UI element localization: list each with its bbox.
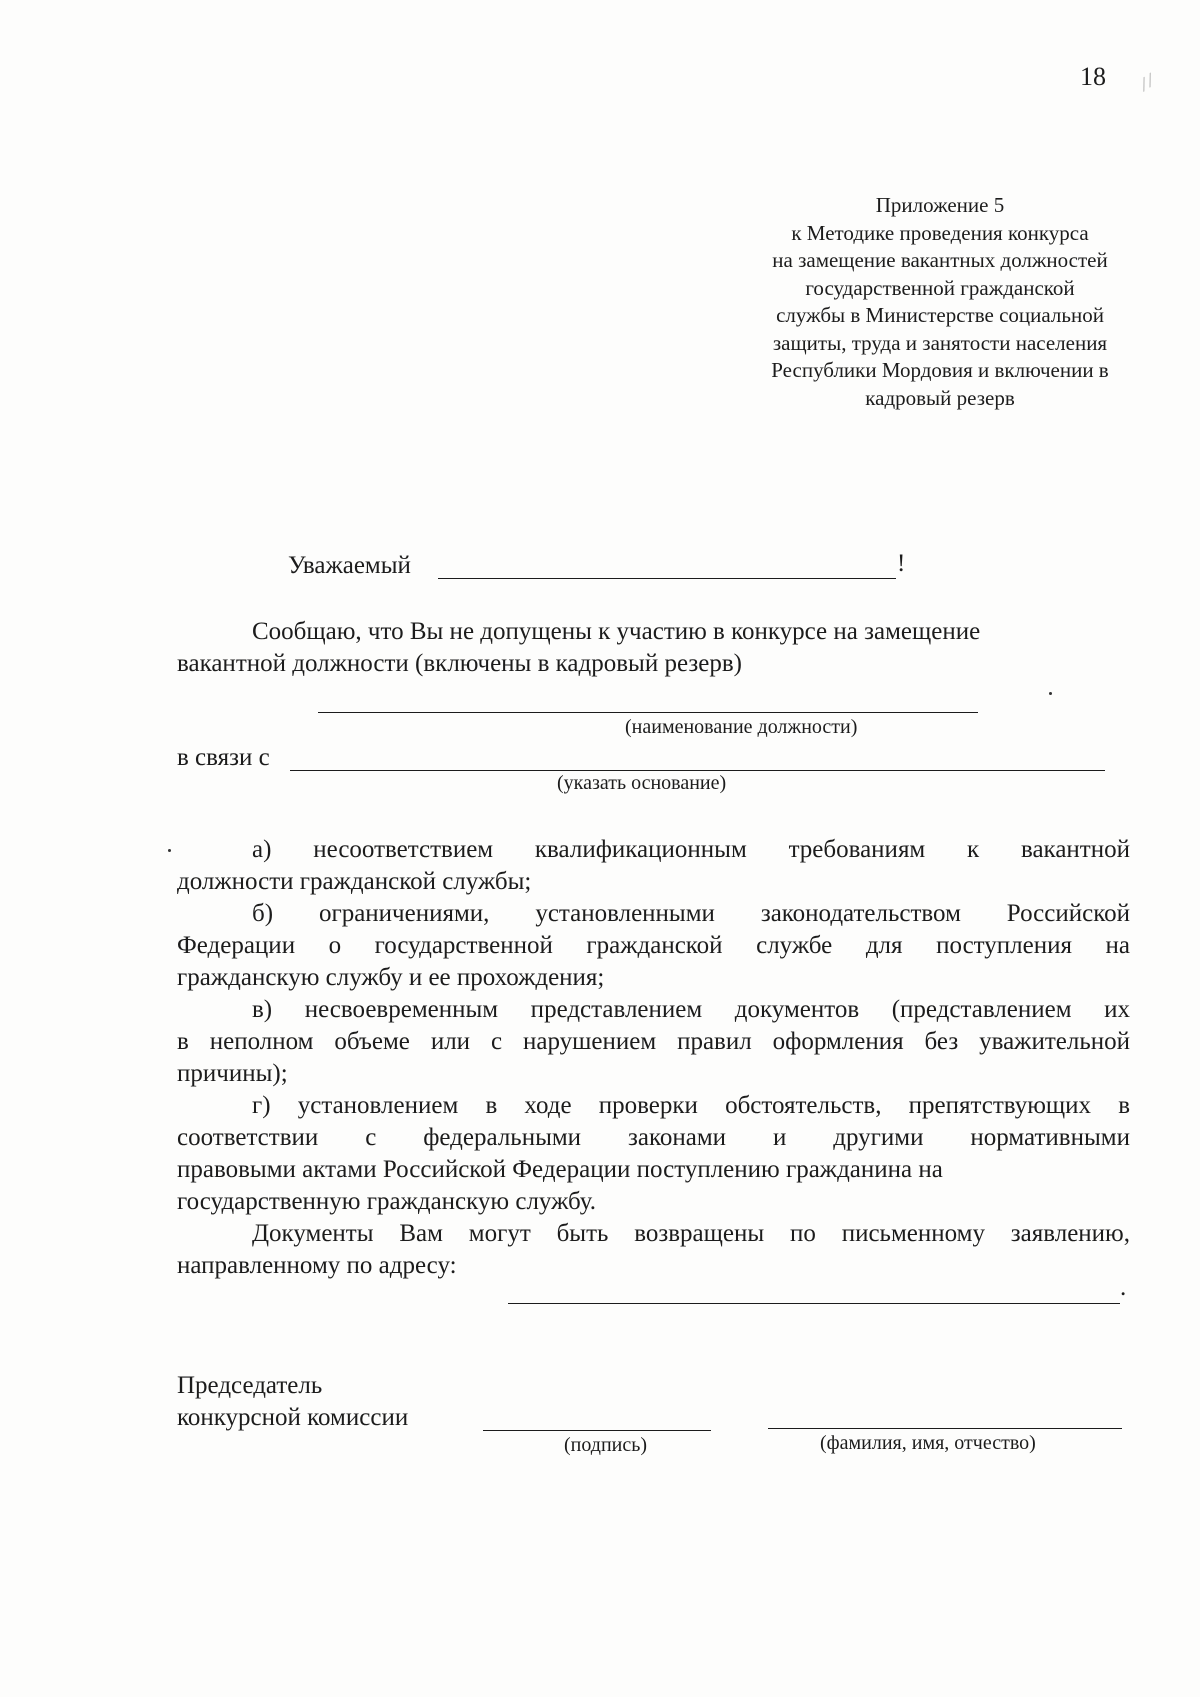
appendix-line: службы в Министерстве социальной <box>776 303 1104 327</box>
list-item-line: в) несвоевременным представлением документов (представлением их <box>252 996 1130 1023</box>
scan-dot <box>168 849 171 852</box>
appendix-line: на замещение вакантных должностей <box>772 248 1108 272</box>
list-item-line: гражданскую службу и ее прохождения; <box>177 964 605 991</box>
appendix-header <box>690 192 1190 412</box>
documents-paragraph <box>177 1218 1130 1282</box>
documents-line: направленному по адресу: <box>177 1252 457 1279</box>
position-caption: (наименование должности) <box>625 716 858 738</box>
scan-dot <box>1049 692 1052 695</box>
list-item-line: а) несоответствием квалификационным требованиям к вакантной <box>252 836 1130 863</box>
list-item-line: государственную гражданскую службу. <box>177 1188 597 1215</box>
notice-line: вакантной должности (включены в кадровый резерв) <box>177 650 742 677</box>
full-name-line[interactable] <box>768 1428 1122 1429</box>
documents-line: Документы Вам могут быть возвращены по письменному заявлению, <box>252 1220 1130 1247</box>
scan-artifact: ⁄ ∕ <box>1136 70 1158 94</box>
appendix-line: государственной гражданской <box>805 275 1075 300</box>
list-item <box>177 994 1130 1090</box>
appendix-line: Республики Мордовия и включении в <box>771 358 1109 382</box>
address-end-dot: . <box>1120 1274 1127 1301</box>
signature-caption: (подпись) <box>564 1434 648 1456</box>
address-line[interactable] <box>508 1303 1120 1304</box>
reason-line[interactable] <box>290 770 1105 771</box>
list-item-line: должности гражданской службы; <box>177 868 532 895</box>
salutation: Уважаемый <box>288 552 411 579</box>
list-item-line: в неполном объеме или с нарушением правил оформления без уважительной <box>177 1028 1130 1055</box>
list-item <box>177 834 1130 898</box>
full-name-caption: (фамилия, имя, отчество) <box>820 1432 1036 1454</box>
recipient-name-line[interactable] <box>438 578 896 579</box>
reason-caption: (указать основание) <box>557 772 727 794</box>
list-item-line: причины); <box>177 1060 288 1087</box>
reason-label: в связи с <box>177 744 270 771</box>
list-item-line: Федерации о государственной гражданской службе для поступления на <box>177 932 1130 959</box>
appendix-line: Приложение 5 <box>875 193 1005 217</box>
signature-title-line: конкурсной комиссии <box>177 1404 409 1431</box>
salutation-exclamation: ! <box>897 550 906 577</box>
position-name-line[interactable] <box>318 712 978 713</box>
appendix-line: защиты, труда и занятости населения <box>772 330 1108 355</box>
notice-line: Сообщаю, что Вы не допущены к участию в конкурсе на замещение <box>252 618 981 645</box>
signature-title-line: Председатель <box>177 1372 323 1399</box>
list-item-line: соответствии с федеральными законами и другими нормативными <box>177 1124 1130 1151</box>
notice-paragraph <box>177 616 1130 680</box>
list-item-line: б) ограничениями, установленными законодательством Российской <box>252 900 1130 927</box>
list-item-line: г) установлением в ходе проверки обстоятельств, препятствующих в <box>252 1092 1130 1119</box>
appendix-line: к Методике проведения конкурса <box>791 220 1089 245</box>
list-item-line: правовыми актами Российской Федерации поступлению гражданина на <box>177 1156 943 1183</box>
signature-line[interactable] <box>483 1430 711 1431</box>
list-item <box>177 1090 1130 1218</box>
list-item <box>177 898 1130 994</box>
page-number: 18 <box>1080 62 1106 91</box>
appendix-line: кадровый резерв <box>865 385 1015 410</box>
reasons-list <box>177 834 1130 1282</box>
